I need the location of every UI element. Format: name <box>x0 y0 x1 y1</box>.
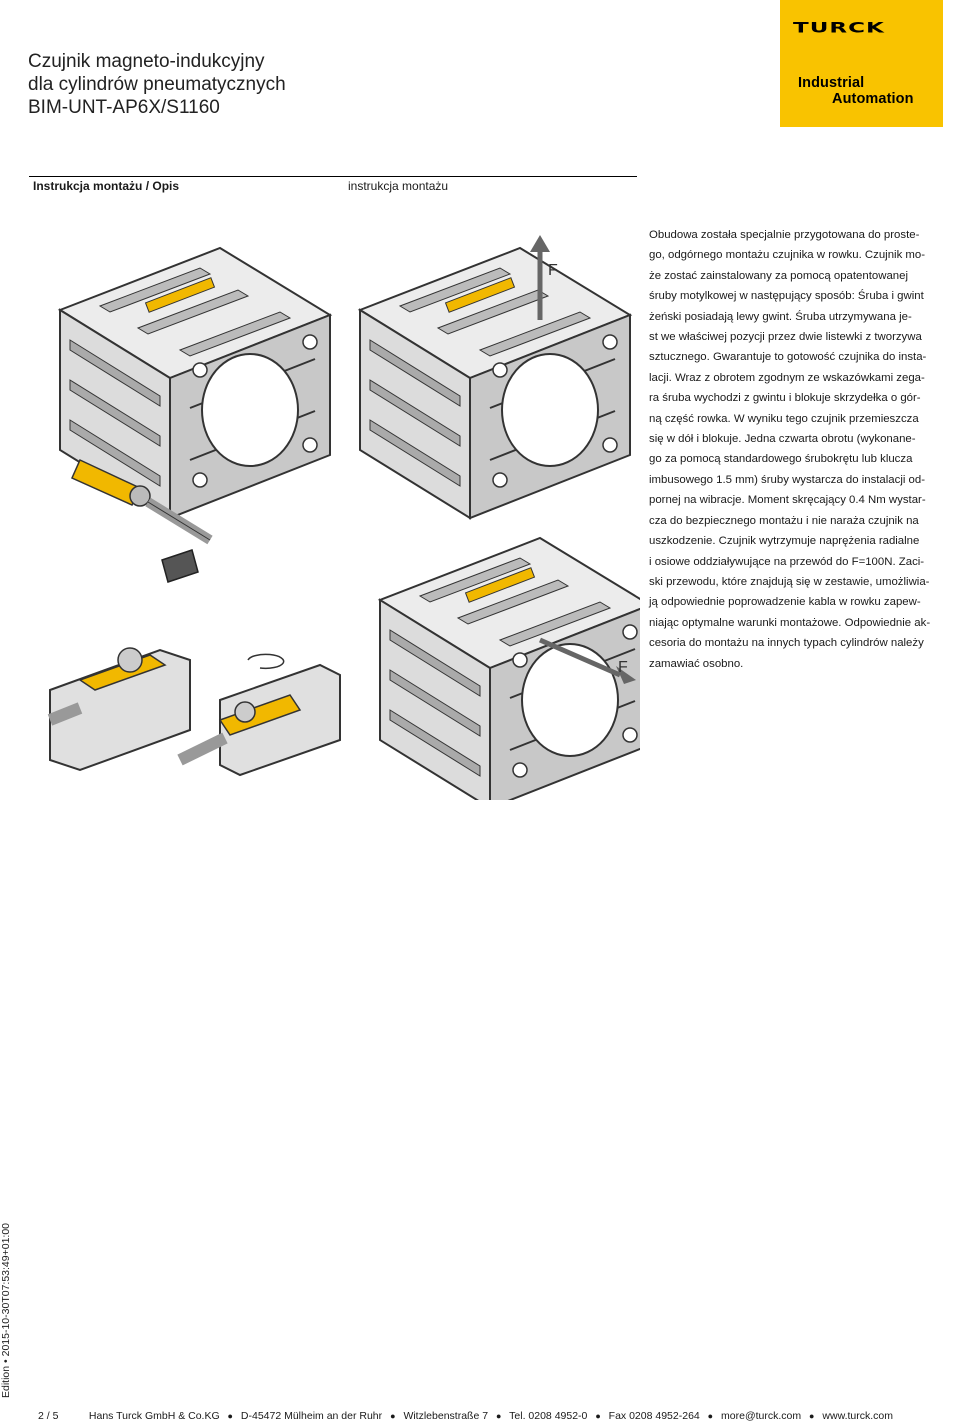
force-label-top: F <box>548 262 558 279</box>
footer-company: Hans Turck GmbH & Co.KG <box>88 1410 220 1422</box>
text-line: go, odgórnego montażu czujnika w rowku. Czujnik mo- <box>649 249 926 262</box>
text-line: lacji. Wraz z obrotem zgodnym ze wskazówkami zega- <box>649 371 925 384</box>
text-line: i osiowe oddziaływujące na przewód do F=100N. Zaci- <box>649 555 925 568</box>
footer-street: Witzlebenstraße 7 <box>403 1410 489 1422</box>
text-line: ra śruba wychodzi z gwintu i blokuje skrzydełka o gór- <box>649 392 921 405</box>
detail-mounting-step-1 <box>50 648 190 770</box>
text-line: imbusowego 1.5 mm) śruby wystarcza do instalacji od- <box>649 473 926 486</box>
title-line-3: BIM-UNT-AP6X/S1160 <box>28 97 220 118</box>
title-line-2: dla cylindrów pneumatycznych <box>28 74 286 95</box>
cylinder-profile-2 <box>360 248 630 518</box>
text-line: śruby motylkowej w następujący sposób: Śruba i gwint <box>649 290 924 303</box>
brand-tagline-automation: Automation <box>832 91 914 107</box>
turck-brand-block <box>780 0 943 127</box>
text-line: go za pomocą standardowego śrubokrętu lub klucza <box>649 453 913 466</box>
text-line: się w dół i blokuje. Jedna czwarta obrotu (wykonane- <box>649 433 916 446</box>
text-line: ski przewodu, które znajdują się w zestawie, umożliwia- <box>649 575 930 588</box>
footer-email[interactable]: more@turck.com <box>721 1410 802 1422</box>
cable-clip <box>162 550 198 582</box>
bullet-icon: ● <box>227 1411 233 1421</box>
brand-tagline-industrial: Industrial <box>798 75 865 91</box>
bullet-icon: ● <box>495 1411 502 1421</box>
text-line: cza do bezpiecznego montażu i nie naraża czujnik na <box>649 514 919 527</box>
text-line: st we właściwej pozycji przez dwie listewki z tworzywa <box>649 331 922 344</box>
bullet-icon: ● <box>390 1411 396 1421</box>
bullet-icon: ● <box>809 1411 815 1421</box>
edition-stamp: Edition • 2015-10-30T07:53:49+01:00 <box>0 1222 12 1398</box>
bullet-icon: ● <box>707 1411 714 1421</box>
description-text <box>649 225 953 674</box>
footer-address: D-45472 Mülheim an der Ruhr <box>240 1410 383 1422</box>
text-line: uszkodzenie. Czujnik wytrzymuje naprężenia radialne <box>649 535 920 548</box>
footer-fax: Fax 0208 4952-264 <box>608 1410 700 1422</box>
footer-tel: Tel. 0208 4952-0 <box>509 1410 588 1422</box>
page-number: 2 / 5 <box>38 1410 59 1422</box>
text-line: cesoria do montażu na innych typach cylindrów należy <box>649 637 924 650</box>
text-line: niając optymalne warunki montażowe. Odpowiednie ak- <box>649 616 931 629</box>
section-heading: Instrukcja montażu / Opis <box>33 179 180 193</box>
document-title <box>28 50 548 119</box>
text-line: ną część rowka. W wyniku tego czujnik przemieszcza <box>649 412 919 425</box>
title-line-1: Czujnik magneto-indukcyjny <box>28 51 265 72</box>
mounting-illustration <box>20 220 640 800</box>
text-line: zamawiać osobno. <box>649 657 744 670</box>
bullet-icon: ● <box>595 1411 601 1421</box>
text-line: ją odpowiednie poprowadzenie kabla w rowku zapew- <box>649 596 921 609</box>
text-line: żeński posiadają lewy gwint. Śruba utrzymywana je- <box>649 310 912 323</box>
detail-mounting-step-2 <box>180 654 340 775</box>
footer-website[interactable]: www.turck.com <box>822 1410 893 1422</box>
text-line: że zostać zainstalowany za pomocą opatentowanej <box>649 269 908 282</box>
text-line: pornej na wibracje. Moment skręcający 0.4 Nm wystar- <box>649 494 926 507</box>
page-footer <box>38 1410 893 1422</box>
turck-logo: TURCK <box>793 20 885 37</box>
text-line: Obudowa została specjalnie przygotowana do proste- <box>649 229 920 241</box>
text-line: sztucznego. Gwarantuje to gotowość czujnika do insta- <box>649 351 927 364</box>
section-divider <box>29 176 637 177</box>
section-subheading: instrukcja montażu <box>348 179 449 193</box>
force-label-bottom: F <box>618 659 628 676</box>
